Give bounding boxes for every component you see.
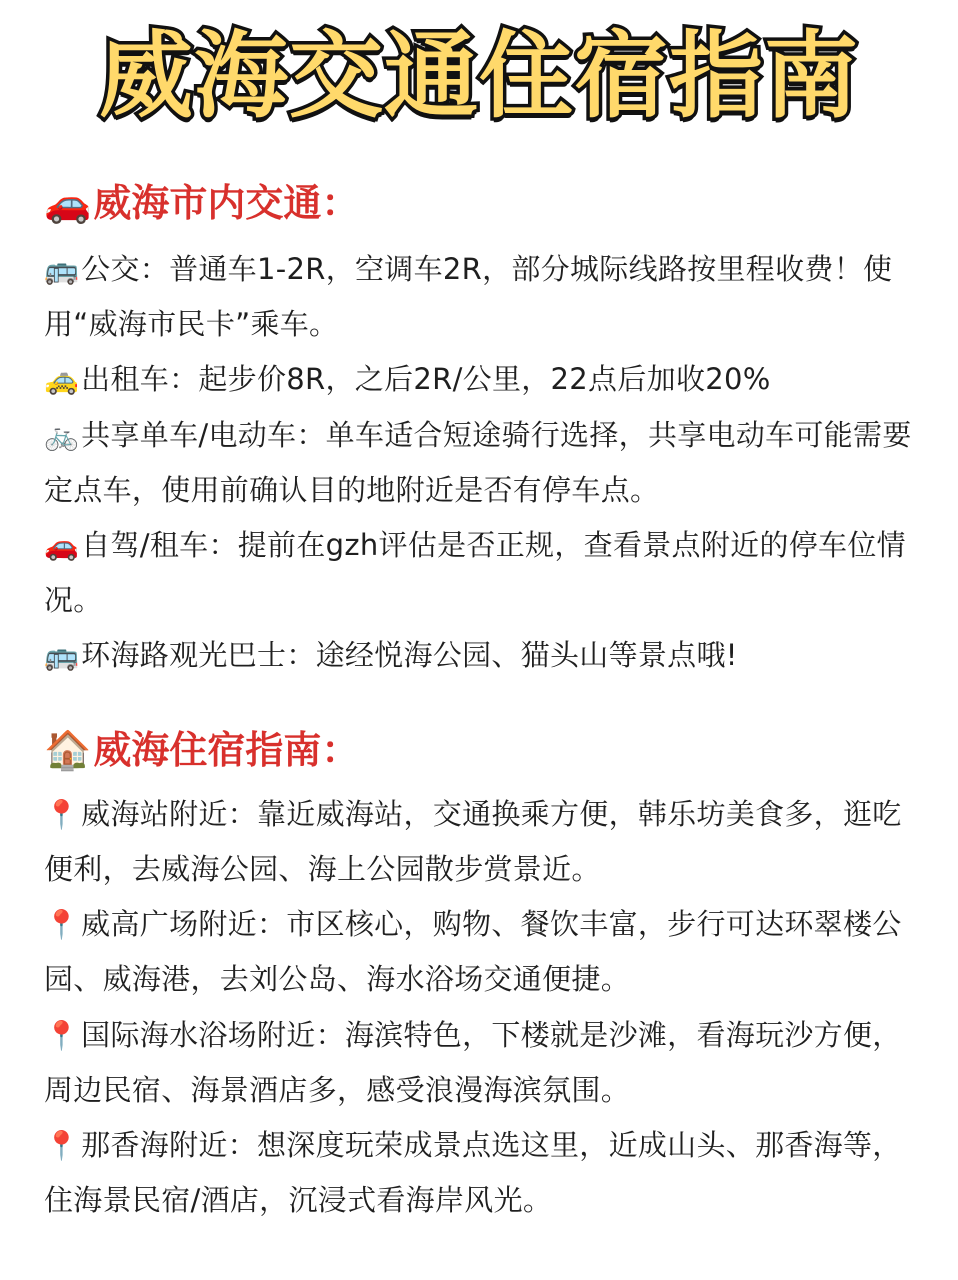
item-label: 共享单车/电动车： — [81, 418, 326, 452]
car-icon: 🚗 — [44, 529, 80, 562]
item-text: 海滨特色，下楼就是沙滩，看海玩沙方便，周边民宿、海景酒店多，感受浪漫海滨氛围。 — [44, 1018, 902, 1107]
taxi-icon: 🚕 — [44, 363, 80, 396]
pin-icon: 📍 — [44, 1129, 80, 1162]
item-label: 国际海水浴场附近： — [81, 1018, 345, 1052]
item-label: 环海路观光巴士： — [81, 638, 316, 672]
item-text: 靠近威海站，交通换乘方便，韩乐坊美食多，逛吃便利，去威海公园、海上公园散步赏景近。 — [44, 797, 902, 886]
item-text: 普通车1-2R，空调车2R，部分城际线路按里程收费！使用“威海市民卡”乘车。 — [44, 252, 893, 341]
car-icon: 🚗 — [44, 181, 92, 225]
bicycle-icon: 🚲 — [44, 419, 80, 452]
item-label: 公交： — [81, 252, 170, 286]
house-icon: 🏠 — [44, 728, 92, 772]
transport-item-bike — [44, 408, 914, 518]
lodging-item-naxianghai — [44, 1118, 914, 1228]
item-label: 出租车： — [81, 362, 199, 396]
item-text: 提前在gzh评估是否正规，查看景点附近的停车位情况。 — [44, 528, 906, 617]
lodging-heading — [44, 725, 359, 775]
transport-item-taxi — [44, 352, 914, 407]
transport-item-selfdrive — [44, 518, 914, 628]
pin-icon: 📍 — [44, 908, 80, 941]
item-text: 市区核心，购物、餐饮丰富，步行可达环翠楼公园、威海港，去刘公岛、海水浴场交通便捷。 — [44, 907, 902, 996]
item-label: 那香海附近： — [81, 1128, 257, 1162]
lodging-item-beach — [44, 1008, 914, 1118]
item-label: 自驾/租车： — [81, 528, 238, 562]
item-label: 威高广场附近： — [81, 907, 287, 941]
lodging-item-station — [44, 787, 914, 897]
transport-item-bus — [44, 242, 914, 352]
item-text: 起步价8R，之后2R/公里，22点后加收20% — [198, 362, 771, 396]
item-text: 途经悦海公园、猫头山等景点哦! — [315, 638, 738, 672]
lodging-heading-text: 威海住宿指南： — [93, 728, 360, 772]
pin-icon: 📍 — [44, 1019, 80, 1052]
bus-icon: 🚌 — [44, 639, 80, 672]
bus-icon: 🚌 — [44, 253, 80, 286]
item-text: 想深度玩荣成景点选这里，近成山头、那香海等，住海景民宿/酒店，沉浸式看海岸风光。 — [44, 1128, 902, 1217]
transport-heading-text: 威海市内交通： — [93, 181, 360, 225]
transport-item-sightseeing-bus — [44, 628, 914, 683]
title-banner — [0, 22, 958, 132]
lodging-item-plaza — [44, 897, 914, 1007]
transport-heading — [44, 178, 359, 228]
pin-icon: 📍 — [44, 798, 80, 831]
page-title: 威海交通住宿指南 — [98, 22, 859, 131]
item-label: 威海站附近： — [81, 797, 257, 831]
item-text: 单车适合短途骑行选择，共享电动车可能需要定点车，使用前确认目的地附近是否有停车点。 — [44, 418, 912, 507]
